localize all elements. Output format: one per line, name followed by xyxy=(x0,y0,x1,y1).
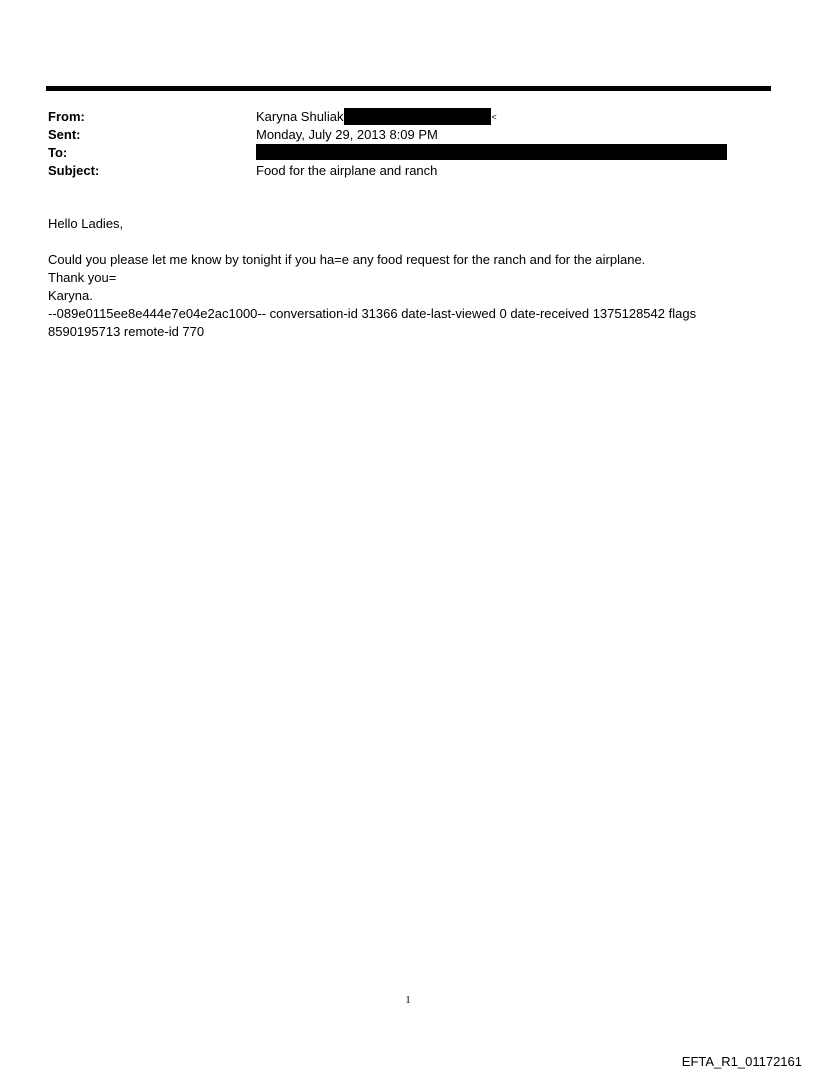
body-line-5: 8590195713 remote-id 770 xyxy=(48,324,205,339)
greeting: Hello Ladies, xyxy=(48,216,124,231)
bates-number: EFTA_R1_01172161 xyxy=(681,1054,802,1069)
body-line-1: Could you please let me know by tonight if you ha=e any food request for the ranch and for the airplane. xyxy=(48,252,646,267)
body-line-3: Karyna. xyxy=(48,288,93,303)
redacted-recipients xyxy=(256,144,727,160)
from-trailing: < xyxy=(491,112,497,122)
subject-label: Subject: xyxy=(48,163,100,178)
redacted-email xyxy=(344,108,491,125)
subject-value: Food for the airplane and ranch xyxy=(256,163,438,178)
sent-value: Monday, July 29, 2013 8:09 PM xyxy=(256,127,438,142)
page-number: 1 xyxy=(405,994,411,1006)
from-name: Karyna Shuliak xyxy=(256,109,344,124)
body-line-4: --089e0115ee8e444e7e04e2ac1000-- conversation-id 31366 date-last-viewed 0 date-received 1375128542 flags xyxy=(48,306,697,321)
body-line-2: Thank you= xyxy=(48,270,117,285)
from-value xyxy=(256,108,497,126)
from-label: From: xyxy=(48,109,85,124)
header-divider xyxy=(46,86,771,91)
sent-label: Sent: xyxy=(48,127,81,142)
to-label: To: xyxy=(48,145,68,160)
